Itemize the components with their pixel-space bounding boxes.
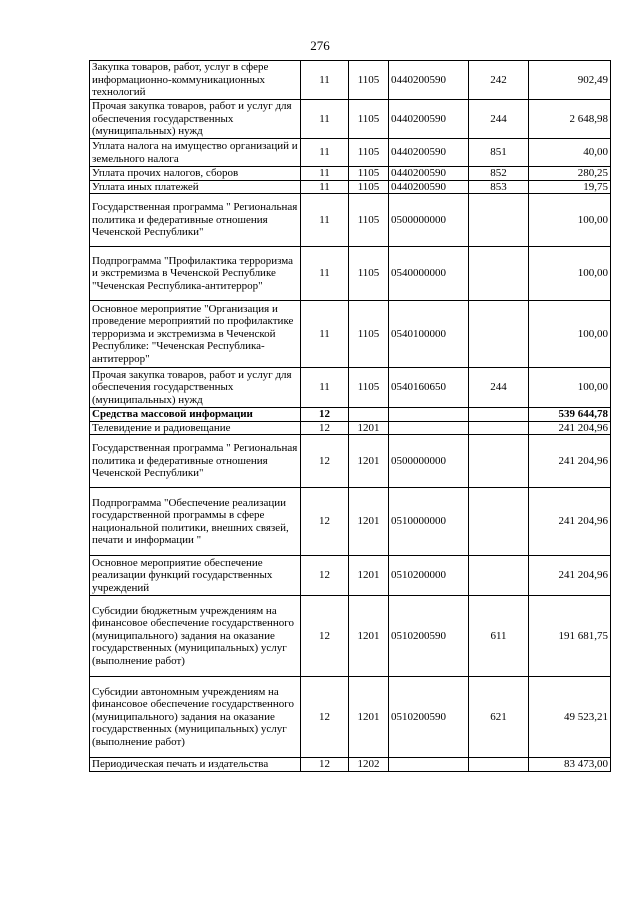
- section-cell: 11: [301, 139, 349, 167]
- target-article-cell: 0510200590: [389, 677, 469, 758]
- row-name-cell: Телевидение и радиовещание: [90, 421, 301, 435]
- subsection-cell: 1105: [349, 194, 389, 247]
- subsection-cell: 1105: [349, 301, 389, 368]
- row-name-cell: Государственная программа " Региональная политика и федеративные отношения Чеченской Республики": [90, 194, 301, 247]
- target-article-cell: 0440200590: [389, 139, 469, 167]
- expense-kind-cell: 242: [469, 61, 529, 100]
- amount-cell: 100,00: [529, 247, 611, 301]
- section-cell: 12: [301, 556, 349, 596]
- expense-kind-cell: [469, 758, 529, 772]
- amount-cell: 191 681,75: [529, 596, 611, 677]
- page-number: 276: [310, 38, 330, 53]
- amount-cell: 241 204,96: [529, 488, 611, 556]
- expense-kind-cell: [469, 408, 529, 422]
- amount-cell: 280,25: [529, 167, 611, 181]
- section-cell: 12: [301, 758, 349, 772]
- amount-cell: 100,00: [529, 301, 611, 368]
- subsection-cell: 1105: [349, 180, 389, 194]
- target-article-cell: [389, 421, 469, 435]
- subsection-cell: 1202: [349, 758, 389, 772]
- row-name-cell: Прочая закупка товаров, работ и услуг для обеспечения государственных (муниципальных) нужд: [90, 368, 301, 408]
- expense-kind-cell: 853: [469, 180, 529, 194]
- target-article-cell: [389, 408, 469, 422]
- target-article-cell: 0440200590: [389, 167, 469, 181]
- subsection-cell: 1201: [349, 556, 389, 596]
- expense-kind-cell: [469, 194, 529, 247]
- table-row: [90, 368, 611, 408]
- section-cell: 11: [301, 368, 349, 408]
- subsection-cell: 1201: [349, 421, 389, 435]
- target-article-cell: 0440200590: [389, 100, 469, 139]
- expense-kind-cell: 851: [469, 139, 529, 167]
- row-name-cell: Подпрограмма "Обеспечение реализации государственной программы в сфере национальной политики, внешних связей, печати и информации ": [90, 488, 301, 556]
- amount-cell: 40,00: [529, 139, 611, 167]
- section-cell: 12: [301, 408, 349, 422]
- section-cell: 12: [301, 435, 349, 488]
- target-article-cell: 0540100000: [389, 301, 469, 368]
- amount-cell: 241 204,96: [529, 435, 611, 488]
- table-row: [90, 61, 611, 100]
- table-row: [90, 488, 611, 556]
- expense-kind-cell: [469, 247, 529, 301]
- expense-kind-cell: 244: [469, 100, 529, 139]
- amount-cell: 241 204,96: [529, 421, 611, 435]
- section-cell: 11: [301, 167, 349, 181]
- expense-kind-cell: [469, 488, 529, 556]
- table-row: [90, 139, 611, 167]
- amount-cell: 539 644,78: [529, 408, 611, 422]
- row-name-cell: Уплата прочих налогов, сборов: [90, 167, 301, 181]
- row-name-cell: Государственная программа " Региональная политика и федеративные отношения Чеченской Республики": [90, 435, 301, 488]
- expense-kind-cell: [469, 301, 529, 368]
- expense-kind-cell: 244: [469, 368, 529, 408]
- subsection-cell: 1201: [349, 596, 389, 677]
- subsection-cell: 1201: [349, 677, 389, 758]
- table-row: [90, 556, 611, 596]
- amount-cell: 2 648,98: [529, 100, 611, 139]
- expense-kind-cell: 611: [469, 596, 529, 677]
- subsection-cell: [349, 408, 389, 422]
- target-article-cell: 0510200000: [389, 556, 469, 596]
- amount-cell: 100,00: [529, 194, 611, 247]
- budget-table: [89, 60, 611, 772]
- expense-kind-cell: 621: [469, 677, 529, 758]
- target-article-cell: 0500000000: [389, 435, 469, 488]
- table-row: [90, 247, 611, 301]
- amount-cell: 83 473,00: [529, 758, 611, 772]
- table-row: [90, 758, 611, 772]
- amount-cell: 49 523,21: [529, 677, 611, 758]
- target-article-cell: 0510000000: [389, 488, 469, 556]
- section-cell: 12: [301, 488, 349, 556]
- expense-kind-cell: [469, 421, 529, 435]
- amount-cell: 902,49: [529, 61, 611, 100]
- subsection-cell: 1105: [349, 167, 389, 181]
- row-name-cell: Основное мероприятие обеспечение реализации функций государственных учреждений: [90, 556, 301, 596]
- target-article-cell: 0440200590: [389, 180, 469, 194]
- table-row: [90, 180, 611, 194]
- table-row: [90, 194, 611, 247]
- row-name-cell: Субсидии автономным учреждениям на финансовое обеспечение государственного (муниципального) задания на оказание государственных (муниципальных) услуг (выполнение работ): [90, 677, 301, 758]
- row-name-cell: Уплата иных платежей: [90, 180, 301, 194]
- section-cell: 11: [301, 247, 349, 301]
- row-name-cell: Основное мероприятие "Организация и проведение мероприятий по профилактике терроризма и экстремизма в Чеченской Республике: "Чеченская Республика-антитеррор": [90, 301, 301, 368]
- section-cell: 12: [301, 677, 349, 758]
- section-cell: 12: [301, 421, 349, 435]
- subsection-cell: 1201: [349, 435, 389, 488]
- expense-kind-cell: [469, 435, 529, 488]
- subsection-cell: 1105: [349, 247, 389, 301]
- subsection-cell: 1105: [349, 61, 389, 100]
- table-row: [90, 435, 611, 488]
- subsection-cell: 1105: [349, 368, 389, 408]
- amount-cell: 100,00: [529, 368, 611, 408]
- section-cell: 11: [301, 61, 349, 100]
- row-name-cell: Закупка товаров, работ, услуг в сфере информационно-коммуникационных технологий: [90, 61, 301, 100]
- target-article-cell: 0540000000: [389, 247, 469, 301]
- table-row: [90, 421, 611, 435]
- section-cell: 11: [301, 180, 349, 194]
- row-name-cell: Субсидии бюджетным учреждениям на финансовое обеспечение государственного (муниципального) задания на оказание государственных (муниципальных) услуг (выполнение работ): [90, 596, 301, 677]
- amount-cell: 19,75: [529, 180, 611, 194]
- table-row: [90, 596, 611, 677]
- target-article-cell: [389, 758, 469, 772]
- expense-kind-cell: [469, 556, 529, 596]
- subsection-cell: 1105: [349, 139, 389, 167]
- table-row: [90, 677, 611, 758]
- subsection-cell: 1201: [349, 488, 389, 556]
- target-article-cell: 0500000000: [389, 194, 469, 247]
- target-article-cell: 0510200590: [389, 596, 469, 677]
- section-cell: 11: [301, 194, 349, 247]
- expense-kind-cell: 852: [469, 167, 529, 181]
- target-article-cell: 0540160650: [389, 368, 469, 408]
- section-cell: 11: [301, 100, 349, 139]
- row-name-cell: Средства массовой информации: [90, 408, 301, 422]
- table-row: [90, 301, 611, 368]
- target-article-cell: 0440200590: [389, 61, 469, 100]
- amount-cell: 241 204,96: [529, 556, 611, 596]
- table-row: [90, 100, 611, 139]
- table-row: [90, 167, 611, 181]
- row-name-cell: Подпрограмма "Профилактика терроризма и экстремизма в Чеченской Республике "Чеченская Республика-антитеррор": [90, 247, 301, 301]
- section-cell: 11: [301, 301, 349, 368]
- row-name-cell: Периодическая печать и издательства: [90, 758, 301, 772]
- section-cell: 12: [301, 596, 349, 677]
- row-name-cell: Уплата налога на имущество организаций и земельного налога: [90, 139, 301, 167]
- row-name-cell: Прочая закупка товаров, работ и услуг для обеспечения государственных (муниципальных) нужд: [90, 100, 301, 139]
- subsection-cell: 1105: [349, 100, 389, 139]
- table-row-section-total: [90, 408, 611, 422]
